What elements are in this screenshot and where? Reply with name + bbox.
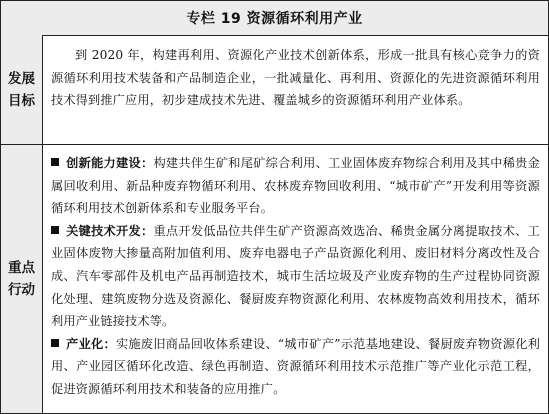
action-item-innovation [51,152,540,220]
goal-label-cell [1,35,43,145]
square-bullet-icon [51,158,59,166]
actions-label-cell [1,145,43,413]
square-bullet-icon [51,339,59,347]
actions-content-cell [43,145,548,413]
table-title-row [1,1,548,36]
action-item-head: 创新能力建设： [66,156,154,170]
table-title: 专栏 19 资源循环利用产业 [186,11,363,27]
square-bullet-icon [51,226,59,234]
action-item-industrialization [51,333,540,401]
action-item-key-tech [51,220,540,333]
action-item-head: 关键技术开发： [66,223,154,238]
goal-text: 到 2020 年，构建再利用、资源化产业技术创新体系，形成一批具有核心竞争力的资源循环利用技术装备和产品制造企业，一批减量化、再利用、资源化的先进资源循环利用技术得到推广应用，初步建成技术先进、覆盖城乡的资源循环利用产业体系。 [51,48,540,108]
action-item-text: 重点开发低品位共伴生矿产资源高效选冶、稀贵金属分离提取技术、工业固体废物大掺量高附加值利用、废弃电器电子产品资源化利用、废旧材料分离改性及合成、汽车零部件及机电产品再制造技术，城市生活垃圾及产业废弃物的生产过程协同资源化处理、建筑废物分选及资源化、餐厨废弃物资源化利用、农林废物高效利用技术，循环利用产业链接技术等。 [51,223,540,329]
goal-content-cell [43,35,548,145]
action-item-text: 实施废旧商品回收体系建设、“城市矿产”示范基地建设、餐厨废弃物资源化利用、产业园区循环化改造、绿色再制造、资源循环利用技术示范推广等产业化示范工程，促进资源循环利用技术和装备的应用推广。 [51,336,540,396]
actions-label: 重点行动 [8,260,35,298]
goal-label: 发展目标 [8,70,35,109]
action-item-text: 构建共伴生矿和尾矿综合利用、工业固体废弃物综合利用及其中稀贵金属回收利用、新品种废弃物循环利用、农林废弃物回收利用、“城市矿产”开发利用等资源循环利用技术创新体系和专业服务平台。 [51,156,540,216]
action-item-head: 产业化： [66,336,116,351]
